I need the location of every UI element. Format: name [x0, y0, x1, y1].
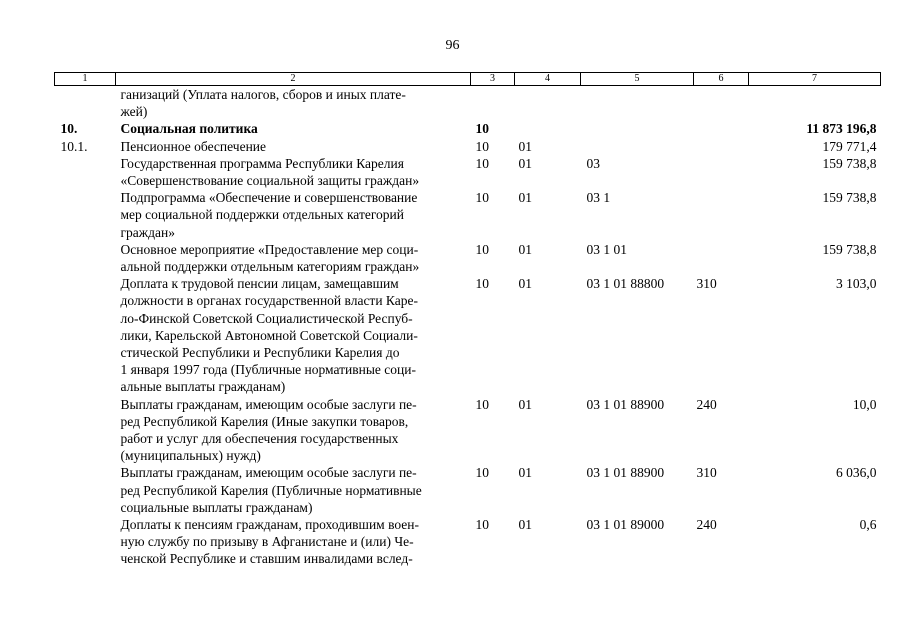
page-number: 96: [445, 38, 460, 53]
row-name-line: Подпрограмма «Обеспечение и совершенствование: [120, 190, 418, 206]
table-row: [55, 120, 881, 137]
table-row: [55, 516, 881, 568]
row-sum: 179 771,4: [822, 138, 877, 154]
header-col-sum: 7: [749, 73, 881, 86]
row-sum: 6 036,0: [836, 465, 877, 481]
row-expense-type: [694, 189, 749, 241]
row-expense-type: [694, 138, 749, 155]
row-number: 10.: [60, 121, 78, 137]
row-target-code: 03 1 01: [586, 241, 627, 257]
row-expense-type: 240: [696, 396, 717, 412]
row-name-line: социальные выплаты гражданам): [120, 499, 313, 515]
row-section: 10: [475, 396, 489, 412]
table-row: [55, 275, 881, 395]
row-number: [55, 86, 116, 121]
row-name-line: Доплата к трудовой пенсии лицам, замещавшим: [120, 276, 399, 292]
row-name-line: «Совершенствование социальной защиты граждан»: [120, 173, 420, 189]
row-section: 10: [475, 276, 489, 292]
header-row: [55, 73, 881, 86]
row-name-line: стической Республики и Республики Карелия до: [120, 345, 400, 361]
row-section: 10: [475, 465, 489, 481]
row-section: [471, 86, 515, 121]
table-row: [55, 138, 881, 155]
row-subsection: 01: [518, 517, 532, 533]
row-section: 10: [475, 138, 489, 154]
row-number: [55, 516, 116, 568]
row-target-code: 03 1: [586, 190, 611, 206]
row-name: [116, 241, 471, 275]
row-section: 10: [475, 155, 489, 171]
row-target-code: 03: [586, 155, 600, 171]
row-name-line: (муниципальных) нужд): [120, 448, 261, 464]
row-target-code: 03 1 01 88800: [586, 276, 665, 292]
row-name: [116, 86, 471, 121]
row-sum: 3 103,0: [836, 276, 877, 292]
table-body: [55, 86, 881, 568]
row-name-line: жей): [120, 104, 148, 120]
row-name: [116, 155, 471, 189]
header-col-section: 3: [471, 73, 515, 86]
table-row: [55, 86, 881, 121]
row-name-line: Выплаты гражданам, имеющим особые заслуги пе-: [120, 465, 417, 481]
row-sum: 159 738,8: [822, 155, 877, 171]
row-name-line: ганизаций (Уплата налогов, сборов и иных плате-: [120, 87, 406, 102]
table-header: [55, 73, 881, 86]
row-number: [55, 155, 116, 189]
header-col-target: 5: [581, 73, 694, 86]
row-name-line: мер социальной поддержки отдельных категорий: [120, 207, 404, 223]
row-name: [116, 464, 471, 516]
row-name: [116, 138, 471, 155]
table-row: [55, 189, 881, 241]
row-section: 10: [475, 241, 489, 257]
row-name-line: Доплаты к пенсиям гражданам, проходившим воен-: [120, 517, 420, 533]
row-subsection: 01: [518, 190, 532, 206]
header-col-number: 1: [55, 73, 116, 86]
row-sum: 159 738,8: [822, 190, 877, 206]
row-sum: [749, 86, 881, 121]
row-expense-type: [694, 155, 749, 189]
row-name-line: ред Республикой Карелия (Иные закупки товаров,: [120, 413, 409, 429]
table-row: [55, 464, 881, 516]
row-subsection: 01: [518, 396, 532, 412]
row-expense-type: 240: [696, 517, 717, 533]
row-subsection: 01: [518, 241, 532, 257]
row-number: 10.1.: [60, 138, 88, 154]
row-subsection: 01: [518, 276, 532, 292]
row-name-line: работ и услуг для обеспечения государственных: [120, 431, 399, 447]
table-row: [55, 241, 881, 275]
table-row: [55, 155, 881, 189]
row-number: [55, 189, 116, 241]
row-subsection: [515, 86, 581, 121]
row-name-line: Социальная политика: [120, 121, 258, 137]
row-name-line: Пенсионное обеспечение: [120, 138, 267, 154]
row-name-line: ло-Финской Советской Социалистической Респуб-: [120, 310, 413, 326]
row-name-line: Основное мероприятие «Предоставление мер соци-: [120, 241, 419, 257]
row-name-line: альные выплаты гражданам): [120, 379, 286, 395]
row-target-code: [581, 86, 694, 121]
row-name-line: лики, Карельской Автономной Советской Социали-: [120, 327, 418, 343]
header-col-type: 6: [694, 73, 749, 86]
row-name: [116, 396, 471, 465]
header-col-subsection: 4: [515, 73, 581, 86]
row-name-line: должности в органах государственной власти Каре-: [120, 293, 418, 309]
row-number: [55, 464, 116, 516]
row-expense-type: [694, 120, 749, 137]
row-name-line: ред Республикой Карелия (Публичные нормативные: [120, 482, 422, 498]
row-name: [116, 120, 471, 137]
row-sum: 11 873 196,8: [806, 121, 877, 137]
row-target-code: [581, 138, 694, 155]
row-section: 10: [475, 121, 489, 137]
row-subsection: 01: [518, 465, 532, 481]
row-section: 10: [475, 190, 489, 206]
row-expense-type: 310: [696, 465, 717, 481]
row-target-code: [581, 120, 694, 137]
row-number: [55, 241, 116, 275]
row-expense-type: 310: [696, 276, 717, 292]
row-name-line: Выплаты гражданам, имеющим особые заслуги пе-: [120, 396, 417, 412]
row-name-line: альной поддержки отдельным категориям граждан»: [120, 259, 420, 275]
row-subsection: [515, 120, 581, 137]
row-subsection: 01: [518, 138, 532, 154]
row-name-line: граждан»: [120, 224, 175, 240]
row-target-code: 03 1 01 89000: [586, 517, 665, 533]
row-name-line: ченской Республике и ставшим инвалидами вслед-: [120, 551, 413, 567]
row-name-line: Государственная программа Республики Карелия: [120, 155, 404, 171]
row-name: [116, 189, 471, 241]
row-subsection: 01: [518, 155, 532, 171]
row-sum: 0,6: [859, 517, 877, 533]
row-name: [116, 516, 471, 568]
header-col-name: 2: [116, 73, 471, 86]
row-name: [116, 275, 471, 395]
row-expense-type: [694, 86, 749, 121]
row-name-line: 1 января 1997 года (Публичные нормативные соци-: [120, 362, 416, 378]
row-target-code: 03 1 01 88900: [586, 396, 665, 412]
row-expense-type: [694, 241, 749, 275]
table-row: [55, 396, 881, 465]
row-section: 10: [475, 517, 489, 533]
row-name-line: ную службу по призыву в Афганистане и (или) Че-: [120, 534, 414, 550]
budget-table: [54, 72, 881, 568]
row-sum: 159 738,8: [822, 241, 877, 257]
row-number: [55, 396, 116, 465]
row-number: [55, 275, 116, 395]
row-target-code: 03 1 01 88900: [586, 465, 665, 481]
row-sum: 10,0: [852, 396, 877, 412]
